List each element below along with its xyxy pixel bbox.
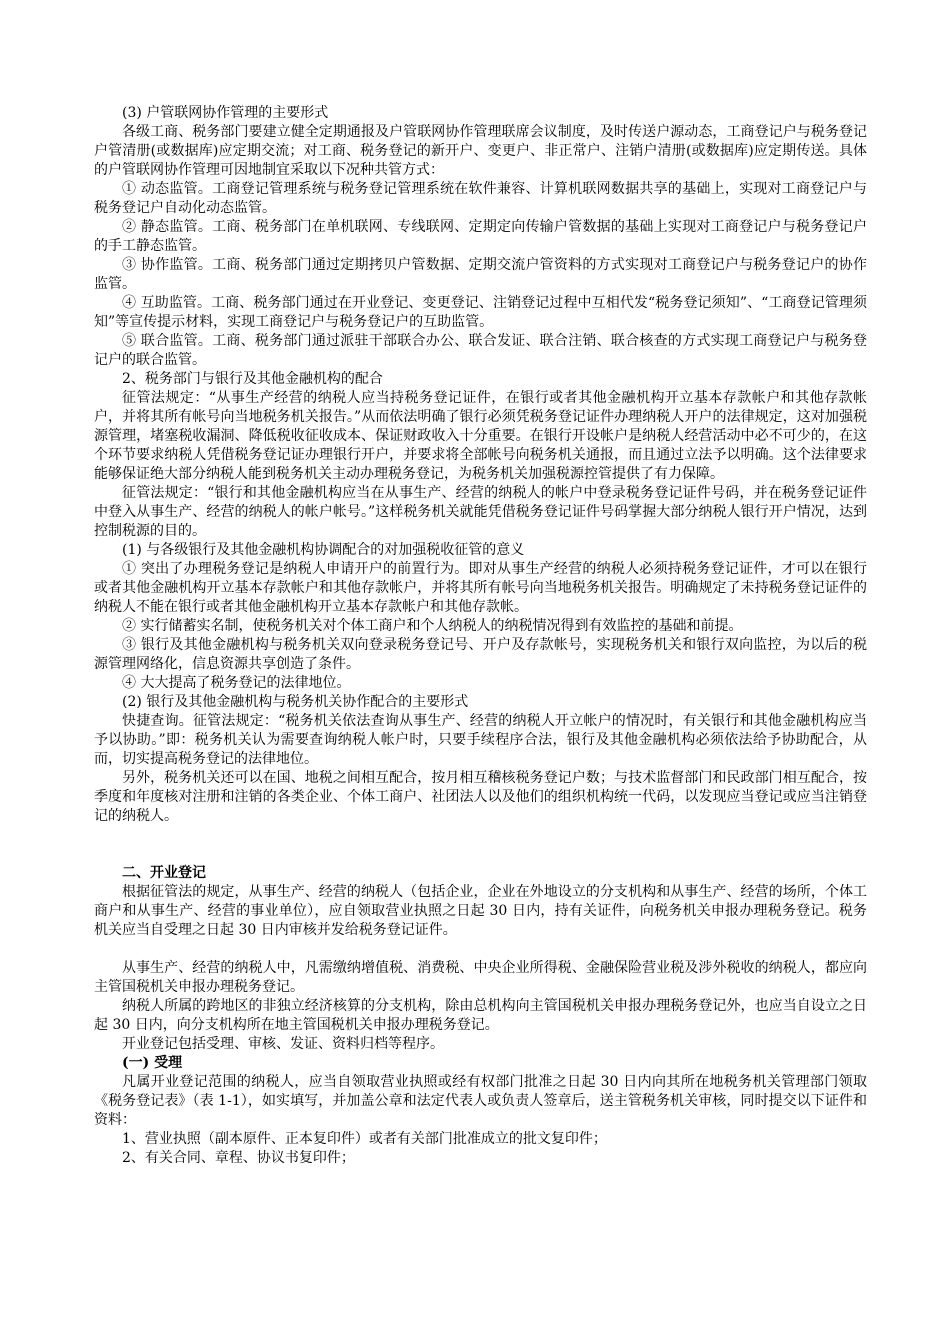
paragraph: 凡属开业登记范围的纳税人，应当自领取营业执照或经有权部门批准之日起 30 日内向其所在地税务机关管理部门领取《税务登记表》（表 1-1），如实填写，并加盖公章和法定代表人或负责人签章后，送主管税务机关审核，同时提交以下证件和资料： xyxy=(94,1074,867,1128)
list-item: 1、营业执照（副本原件、正本复印件）或者有关部门批准成立的批文复印件； xyxy=(122,1131,607,1147)
paragraph: 开业登记包括受理、审核、发证、资料归档等程序。 xyxy=(122,1036,444,1052)
subsection-heading: (一) 受理 xyxy=(122,1055,183,1071)
paragraph: ⑤ 联合监管。工商、税务部门通过派驻干部联合办公、联合发证、联合注销、联合核查的方式实现工商登记户与税务登记户的联合监管。 xyxy=(94,333,867,368)
paragraph: (2) 银行及其他金融机构与税务机关协作配合的主要形式 xyxy=(122,694,469,710)
paragraph: 根据征管法的规定，从事生产、经营的纳税人（包括企业，企业在外地设立的分支机构和从事生产、经营的场所，个体工商户和从事生产、经营的事业单位），应自领取营业执照之日起 30 日内，持有关证件，向税务机关申报办理税务登记。税务机关应当自受理之日起 30 日内审核并发给税务登记证件。 xyxy=(94,884,867,938)
list-item: 2、有关合同、章程、协议书复印件； xyxy=(122,1150,355,1166)
paragraph: ③ 银行及其他金融机构与税务机关双向登录税务登记号、开户及存款帐号，实现税务机关和银行双向监控，为以后的税源管理网络化，信息资源共享创造了条件。 xyxy=(94,637,867,672)
paragraph: (3) 户管联网协作管理的主要形式 xyxy=(122,105,329,121)
paragraph: ③ 协作监管。工商、税务部门通过定期拷贝户管数据、定期交流户管资料的方式实现对工商登记户与税务登记户的协作监管。 xyxy=(94,257,867,292)
paragraph: 快捷查询。征管法规定：“税务机关依法查询从事生产、经营的纳税人开立帐户的情况时，有关银行和其他金融机构应当予以协助。”即：税务机关认为需要查询纳税人帐户时，只要手续程序合法，银行及其他金融机构必须依法给予协助配合，从而，切实提高税务登记的法律地位。 xyxy=(94,713,867,767)
paragraph: 2、税务部门与银行及其他金融机构的配合 xyxy=(122,371,383,387)
paragraph: 另外，税务机关还可以在国、地税之间相互配合，按月相互稽核税务登记户数；与技术监督部门和民政部门相互配合，按季度和年度核对注册和注销的各类企业、个体工商户、社团法人以及他们的组织机构统一代码，以发现应当登记或应当注销登记的纳税人。 xyxy=(94,770,867,824)
section-heading: 二、开业登记 xyxy=(122,865,206,881)
paragraph: 从事生产、经营的纳税人中，凡需缴纳增值税、消费税、中央企业所得税、金融保险营业税及涉外税收的纳税人，都应向主管国税机关申报办理税务登记。 xyxy=(94,960,867,995)
paragraph: ② 静态监管。工商、税务部门在单机联网、专线联网、定期定向传输户管数据的基础上实现对工商登记户与税务登记户的手工静态监管。 xyxy=(94,219,867,254)
paragraph: ② 实行储蓄实名制，使税务机关对个体工商户和个人纳税人的纳税情况得到有效监控的基础和前提。 xyxy=(122,618,743,634)
paragraph: ④ 大大提高了税务登记的法律地位。 xyxy=(122,675,351,691)
paragraph: 征管法规定：“银行和其他金融机构应当在从事生产、经营的纳税人的帐户中登录税务登记证件号码，并在税务登记证件中登入从事生产、经营的纳税人的帐户帐号。”这样税务机关就能凭借税务登记证件号码掌握大部分纳税人银行开户情况，达到控制税源的目的。 xyxy=(94,485,867,539)
paragraph: (1) 与各级银行及其他金融机构协调配合的对加强税收征管的意义 xyxy=(122,542,525,558)
paragraph: 纳税人所属的跨地区的非独立经济核算的分支机构，除由总机构向主管国税机关申报办理税务登记外，也应当自设立之日起 30 日内，向分支机构所在地主管国税机关申报办理税务登记。 xyxy=(94,998,867,1033)
spacer xyxy=(94,826,867,864)
paragraph: 征管法规定：“从事生产经营的纳税人应当持税务登记证件，在银行或者其他金融机构开立基本存款帐户和其他存款帐户，并将其所有帐号向当地税务机关报告。”从而依法明确了银行必须凭税务登记证件办理纳税人开户的法律规定，这对加强税源管理，堵塞税收漏洞、降低税收征收成本、保证财政收入十分重要。在银行开设帐户是纳税人经营活动中必不可少的，在这个环节要求纳税人凭借税务登记证办理银行开户，并要求将全部帐号向税务机关通报，而且通过立法予以明确。这个法律要求能够保证绝大部分纳税人能到税务机关主动办理税务登记，为税务机关加强税源控管提供了有力保障。 xyxy=(94,390,867,482)
paragraph: 各级工商、税务部门要建立健全定期通报及户管联网协作管理联席会议制度，及时传送户源动态，工商登记户与税务登记户管清册(或数据库)应定期交流；对工商、税务登记的新开户、变更户、非正常户、注销户清册(或数据库)应定期传送。具体的户管联网协作管理可因地制宜采取以下况种共管方式： xyxy=(94,124,867,178)
paragraph: ① 动态监管。工商登记管理系统与税务登记管理系统在软件兼容、计算机联网数据共享的基础上，实现对工商登记户与税务登记户自动化动态监管。 xyxy=(94,181,867,216)
paragraph: ④ 互助监管。工商、税务部门通过在开业登记、变更登记、注销登记过程中互相代发“税务登记须知”、“工商登记管理须知”等宣传提示材料，实现工商登记户与税务登记户的互助监管。 xyxy=(94,295,867,330)
spacer xyxy=(94,940,867,959)
paragraph: ① 突出了办理税务登记是纳税人申请开户的前置行为。即对从事生产经营的纳税人必须持税务登记证件，才可以在银行或者其他金融机构开立基本存款帐户和其他存款帐户，并将其所有帐号向当地税务机关报告。明确规定了未持税务登记证件的纳税人不能在银行或者其他金融机构开立基本存款帐户和其他存款帐。 xyxy=(94,561,867,615)
document-page xyxy=(94,104,867,1168)
